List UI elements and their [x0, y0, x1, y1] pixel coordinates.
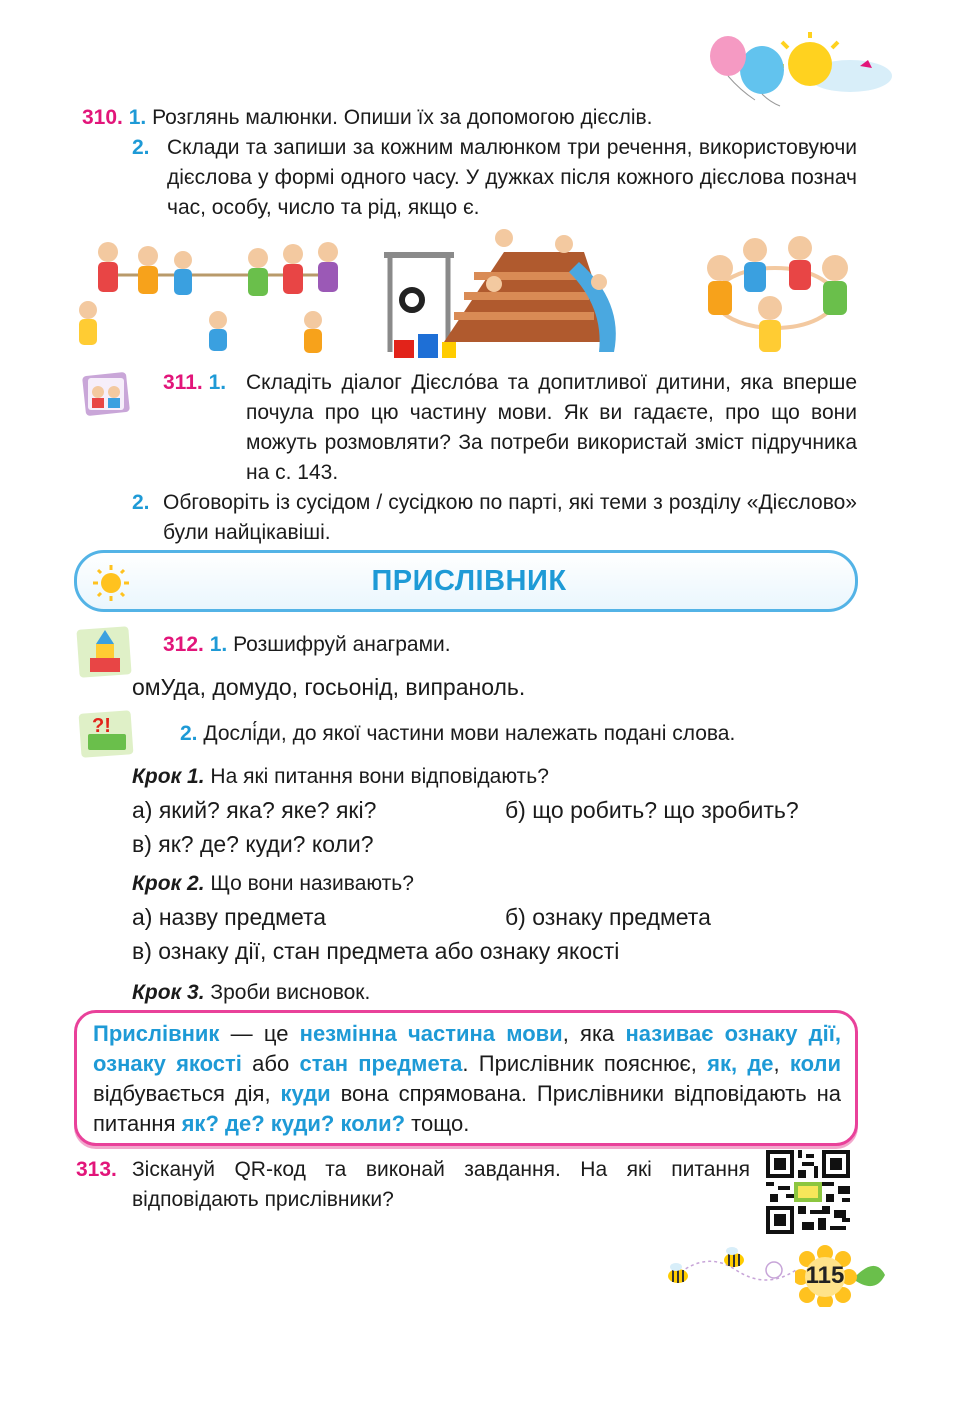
rule-highlight: куди [280, 1081, 331, 1106]
rule-text-part: , яка [562, 1021, 626, 1046]
step3-label: Крок 3. [132, 981, 205, 1004]
step2-option-a: а) назву предмета [132, 904, 327, 930]
rule-highlight: як, де [707, 1051, 774, 1076]
question-book-icon [78, 708, 136, 760]
ex311-number-row [163, 368, 243, 398]
rule-highlight: як? де? куди? коли? [181, 1111, 406, 1136]
climbing-playground-illustration [384, 222, 634, 362]
ex311-number: 311. [163, 371, 203, 394]
step2-option-b: б) ознаку предмета [505, 904, 711, 930]
ex310-number: 310. [82, 106, 123, 129]
section-title: ПРИСЛІВНИК [371, 565, 567, 597]
step1-label: Крок 1. [132, 765, 205, 788]
ex312-line2 [180, 719, 860, 749]
ex313-number: 313. [76, 1158, 117, 1181]
rule-text-part: — це [219, 1021, 300, 1046]
svg-text:?!: ?! [92, 715, 111, 737]
step1-text: На які питання вони відповідають? [210, 765, 549, 788]
rule-text-part: відбувається дія, [93, 1081, 281, 1106]
step2-option-c: в) ознаку дії, стан предмета або ознаку якості [132, 938, 620, 964]
step2-row [132, 869, 852, 899]
ex311-part2-number [132, 488, 162, 518]
ex310-part2-text: Склади та запиши за кожним малюнком три речення, використовуючи дієслова у формі одного часу. У дужках після кожного дієслова познач час, особу, число та рід, якщо є. [167, 136, 857, 219]
ex311-part2-number-text: 2. [132, 491, 150, 514]
ex313-number-cell [76, 1155, 132, 1185]
ex312-part1-text: Розшифруй анаграми. [233, 633, 451, 656]
section-header [74, 550, 858, 612]
ex310-part2-number [132, 133, 162, 163]
ex313-text: Зіскануй QR-код та виконай завдання. На які питання відповідають прислівники? [132, 1158, 750, 1211]
page-number: 115 [805, 1262, 845, 1289]
step3-text: Зроби висновок. [210, 981, 371, 1004]
ex310-part1-text: Розглянь малюнки. Опиши їх за допомогою дієслів. [152, 106, 653, 129]
rule-text-part: вона спрямована. Прислівники відповідають на питання [93, 1081, 842, 1136]
rule-term-adverb: Прислівник [93, 1021, 220, 1046]
rule-text-part: , [773, 1051, 790, 1076]
ex310-part2-number-text: 2. [132, 136, 150, 159]
step1-option-a: а) який? яка? яке? які? [132, 797, 377, 823]
rule-text-part: тощо. [405, 1111, 470, 1136]
ex311-part1-text: Складіть діалог Дієсло́ва та допитливої дитини, яка вперше почула про цю частину мови. Як ви гадаєте, про що вони можуть розмовляти? За потреби використай зміст підручника на с. 143. [246, 371, 857, 484]
step1-option-c: в) як? де? куди? коли? [132, 831, 374, 857]
ex311-part2-text: Обговоріть із сусідом / сусідкою по парті, які теми з розділу «Дієслово» були найцікавіші. [163, 491, 857, 544]
rule-highlight: називає ознаку дії, ознаку якості [93, 1021, 842, 1076]
rule-text-part: або [241, 1051, 300, 1076]
kids-circle-dance-illustration [690, 228, 860, 358]
tug-of-war-illustration [68, 230, 358, 360]
balloons-sun-decoration [700, 28, 900, 108]
ex312-line1 [163, 630, 763, 660]
step3-row [132, 978, 852, 1008]
bees-decoration [656, 1240, 806, 1300]
rule-highlight: коли [789, 1051, 842, 1076]
ex310-line1 [82, 103, 862, 133]
rule-text [93, 1019, 841, 1139]
ex312-anagrams: омУда, домудо, госьонід, випраноль. [132, 674, 526, 700]
ex312-part1-number: 1. [209, 633, 228, 656]
blocks-icon [76, 624, 134, 680]
pair-work-icon [80, 368, 132, 420]
ex312-part2-text: Дослі́ди, до якої частини мови належать подані слова. [203, 722, 736, 745]
step2-label: Крок 2. [132, 872, 205, 895]
rule-text-part: . Прислівник пояснює, [462, 1051, 708, 1076]
step2-text: Що вони називають? [210, 872, 414, 895]
ex312-part2-number: 2. [180, 722, 198, 745]
step1-row [132, 762, 852, 792]
ex311-part1-number: 1. [208, 371, 227, 394]
step1-option-b: б) що робить? що зробить? [505, 797, 799, 823]
ex310-part1-number: 1. [128, 106, 147, 129]
rule-box [74, 1010, 858, 1146]
rule-highlight: незмінна частина мови [299, 1021, 563, 1046]
rule-highlight: стан предмета [299, 1051, 463, 1076]
qr-code[interactable] [766, 1150, 850, 1234]
ex312-number: 312. [163, 633, 204, 656]
